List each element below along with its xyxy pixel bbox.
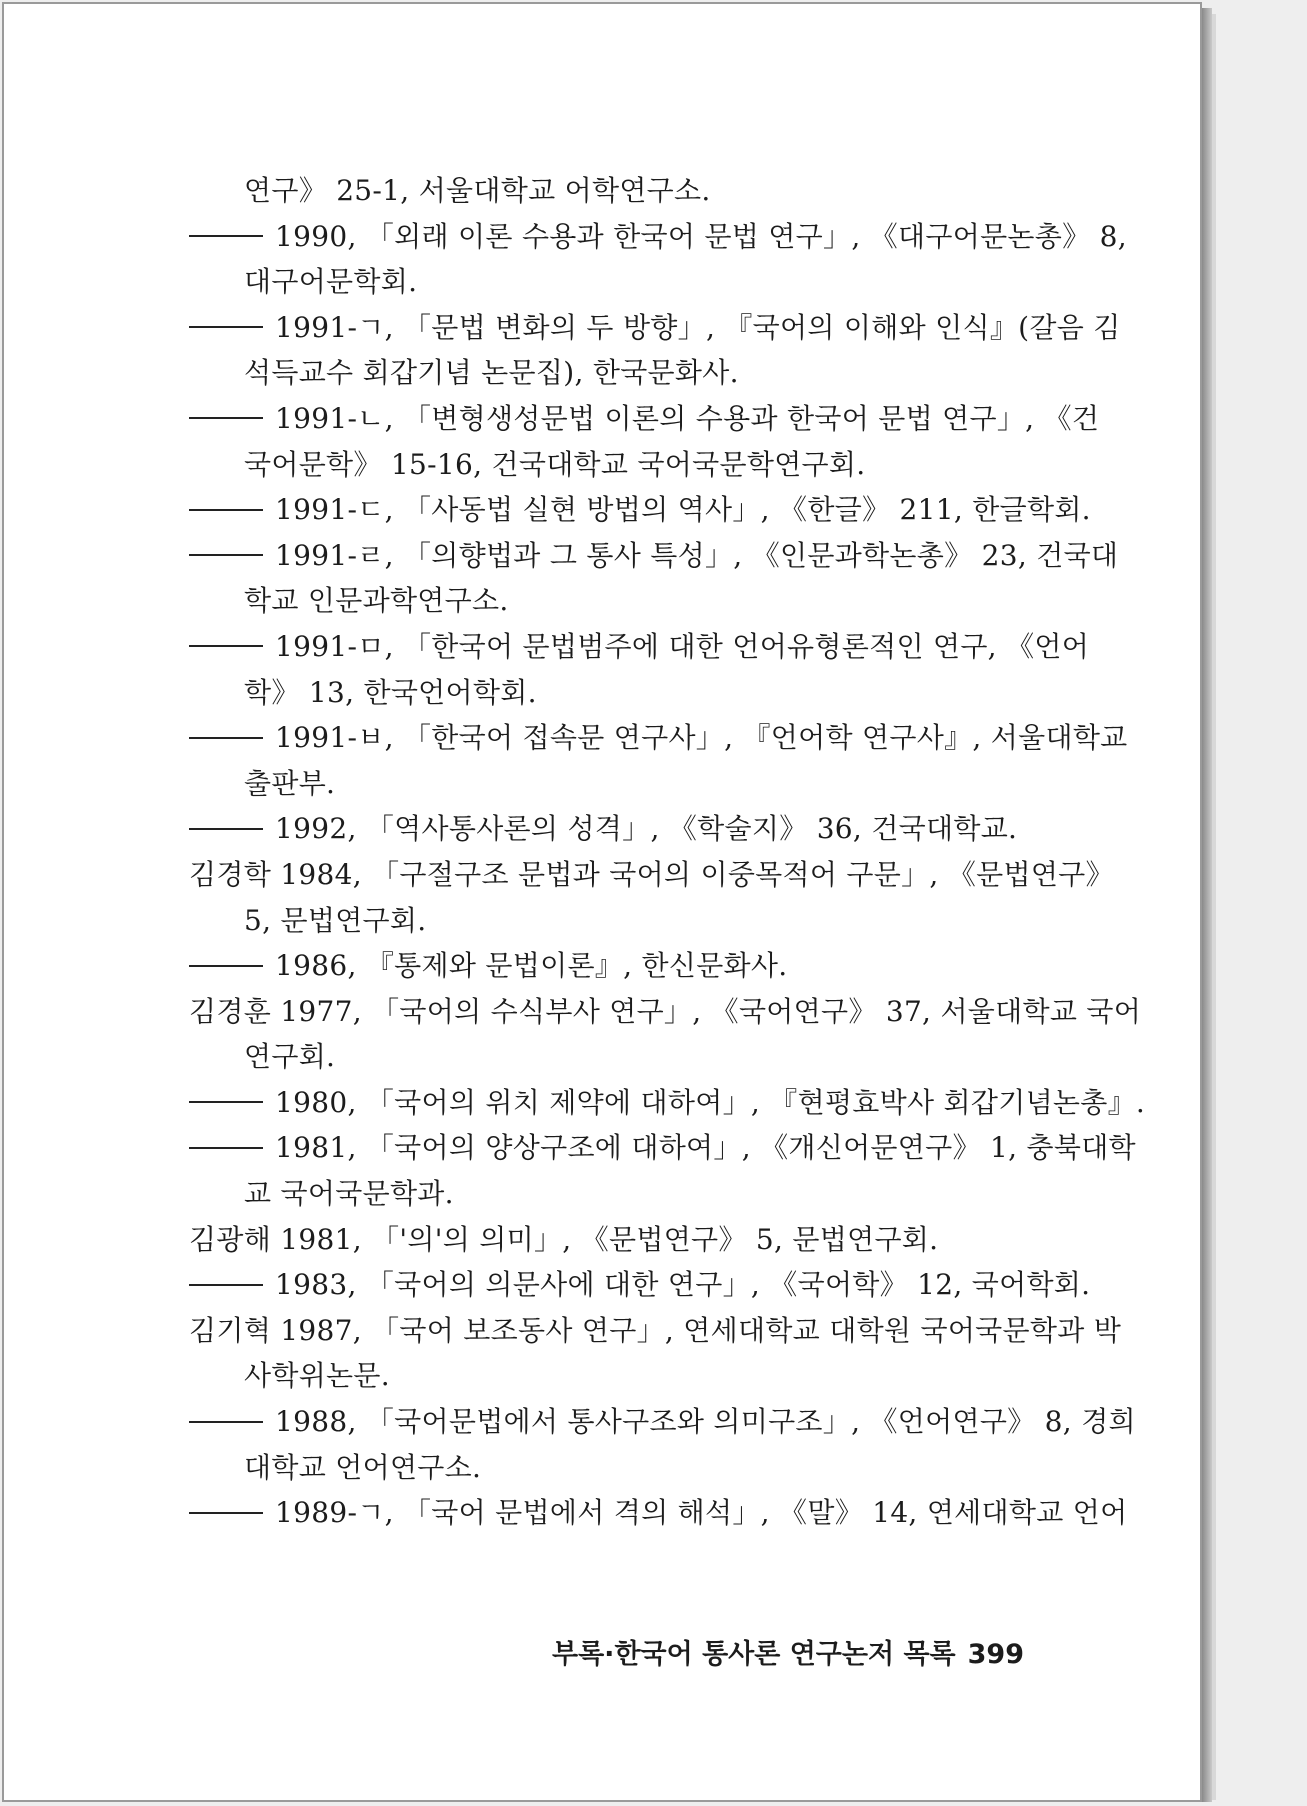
repeat-author-dash	[189, 417, 263, 419]
repeat-author-dash	[189, 235, 263, 237]
bibliography-entry	[189, 1399, 1136, 1490]
entry-first-line: 1992, 「역사통사론의 성격」, 《학술지》 36, 건국대학교.	[189, 806, 1084, 852]
entry-first-line: 1991-ㄱ, 「문법 변화의 두 방향」, 『국어의 이해와 인식』(갈음 김	[189, 305, 1084, 351]
bibliography-entry	[189, 1308, 1122, 1399]
repeat-author-dash	[189, 737, 263, 739]
footer-title: 한국어 통사론 연구논저 목록	[614, 1639, 956, 1670]
entry-first-line: 1991-ㄹ, 「의향법과 그 통사 특성」, 《인문과학논총》 23, 건국대	[189, 533, 1084, 579]
repeat-author-dash	[189, 1101, 263, 1103]
entry-continuation-line: 출판부.	[244, 766, 336, 800]
entry-continuation-line: 대구어문학회.	[244, 265, 418, 299]
bibliography-entry	[189, 852, 1114, 943]
entry-first-line: 1986, 『통제와 문법이론』, 한신문화사.	[189, 943, 1084, 989]
page-shadow	[1202, 8, 1212, 1802]
bibliography-entry	[189, 168, 1084, 214]
entry-first-line: 1991-ㄴ, 「변형생성문법 이론의 수용과 한국어 문법 연구」, 《건	[189, 396, 1084, 442]
repeat-author-dash	[189, 326, 263, 328]
book-page	[2, 2, 1202, 1802]
bibliography-entry	[189, 305, 1121, 396]
bibliography-entry	[189, 396, 1100, 487]
entry-first-line: 1980, 「국어의 위치 제약에 대하여」, 『현평효박사 회갑기념논총』.	[189, 1080, 1084, 1126]
footer-section: 부록	[552, 1639, 605, 1670]
repeat-author-dash	[189, 509, 263, 511]
entry-first-line: 김경훈 1977, 「국어의 수식부사 연구」, 《국어연구》 37, 서울대학교 국어	[189, 994, 1142, 1028]
entry-first-line: 1988, 「국어문법에서 통사구조와 의미구조」, 《언어연구》 8, 경희	[189, 1399, 1084, 1445]
page-edge	[1212, 14, 1216, 1800]
entry-continuation-line: 국어문학》 15-16, 건국대학교 국어국문학연구회.	[244, 447, 866, 481]
repeat-author-dash	[189, 965, 263, 967]
bibliography-entry	[189, 214, 1127, 305]
bibliography-entry	[189, 806, 1084, 852]
bibliography-entry	[189, 533, 1119, 624]
bibliography-entry	[189, 943, 1084, 989]
bibliography-entry	[189, 1125, 1136, 1216]
bibliography-entry	[189, 1217, 1084, 1263]
bibliography-entry	[189, 1080, 1146, 1126]
bibliography-entry	[189, 487, 1091, 533]
entry-continuation-line: 석득교수 회갑기념 논문집), 한국문화사.	[244, 356, 739, 390]
entry-continuation-line: 교 국어국문학과.	[244, 1177, 454, 1211]
page-footer	[552, 1632, 1024, 1671]
entry-first-line: 연구》 25-1, 서울대학교 어학연구소.	[244, 174, 711, 207]
bibliography-entry	[189, 715, 1128, 806]
entry-continuation-line: 연구회.	[244, 1040, 336, 1074]
entry-first-line: 1991-ㅁ, 「한국어 문법범주에 대한 언어유형론적인 연구, 《언어	[189, 624, 1084, 670]
entry-continuation-line: 대학교 언어연구소.	[244, 1450, 482, 1484]
repeat-author-dash	[189, 554, 263, 556]
entry-first-line: 1981, 「국어의 양상구조에 대하여」, 《개신어문연구》 1, 충북대학	[189, 1125, 1084, 1171]
entry-continuation-line: 사학위논문.	[244, 1359, 390, 1393]
footer-separator: ·	[604, 1639, 615, 1670]
entry-first-line: 김경학 1984, 「구절구조 문법과 국어의 이중목적어 구문」, 《문법연구》	[189, 857, 1114, 891]
bibliography-entry	[189, 989, 1142, 1080]
entry-continuation-line: 학교 인문과학연구소.	[244, 584, 509, 618]
entry-first-line: 1991-ㅂ, 「한국어 접속문 연구사」, 『언어학 연구사』, 서울대학교	[189, 715, 1084, 761]
entry-first-line: 1990, 「외래 이론 수용과 한국어 문법 연구」, 《대구어문논총》 8,	[189, 214, 1084, 260]
page-number: 399	[967, 1639, 1024, 1670]
repeat-author-dash	[189, 1147, 263, 1149]
entry-first-line: 1989-ㄱ, 「국어 문법에서 격의 해석」, 《말》 14, 연세대학교 언어	[189, 1490, 1084, 1536]
bibliography-entry	[189, 1262, 1091, 1308]
repeat-author-dash	[189, 1512, 263, 1514]
bibliography-list	[189, 168, 1146, 1536]
repeat-author-dash	[189, 645, 263, 647]
entry-first-line: 1983, 「국어의 의문사에 대한 연구」, 《국어학》 12, 국어학회.	[189, 1262, 1084, 1308]
entry-continuation-line: 학》 13, 한국언어학회.	[244, 675, 537, 709]
entry-first-line: 김기혁 1987, 「국어 보조동사 연구」, 연세대학교 대학원 국어국문학과 박	[189, 1313, 1122, 1347]
repeat-author-dash	[189, 1284, 263, 1286]
entry-continuation-line: 5, 문법연구회.	[244, 903, 427, 937]
bibliography-entry	[189, 1490, 1128, 1536]
entry-first-line: 1991-ㄷ, 「사동법 실현 방법의 역사」, 《한글》 211, 한글학회.	[189, 487, 1084, 533]
repeat-author-dash	[189, 828, 263, 830]
repeat-author-dash	[189, 1421, 263, 1423]
bibliography-entry	[189, 624, 1090, 715]
entry-first-line: 김광해 1981, 「'의'의 의미」, 《문법연구》 5, 문법연구회.	[189, 1222, 939, 1256]
